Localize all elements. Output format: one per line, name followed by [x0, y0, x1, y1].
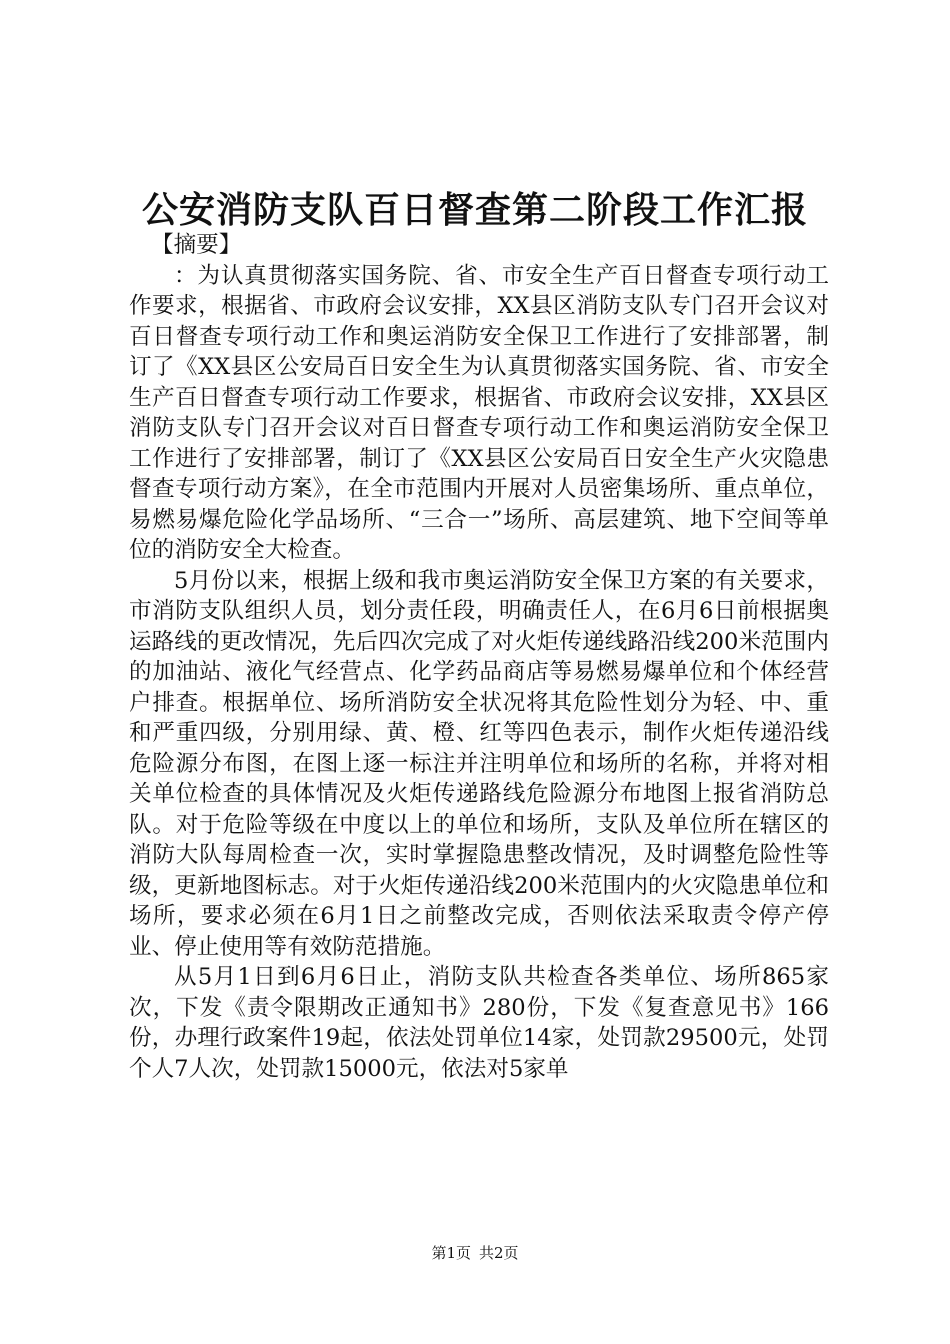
paragraph-3: 从5月1日到6月6日止，消防支队共检查各类单位、场所865家次，下发《责令限期改正通知书》280份，下发《复查意见书》166份，办理行政案件19起，依法处罚单位14家，处罚款29500元，处罚个人7人次，处罚款15000元，依法对5家单 [129, 964, 829, 1082]
page-footer [0, 1243, 950, 1263]
paragraph-2: 5月份以来，根据上级和我市奥运消防安全保卫方案的有关要求，市消防支队组织人员，划分责任段，明确责任人，在6月6日前根据奥运路线的更改情况，先后四次完成了对火炬传递线路沿线200米范围内的加油站、液化气经营点、化学药品商店等易燃易爆单位和个体经营户排查。根据单位、场所消防安全状况将其危险性划分为轻、中、重和严重四级，分别用绿、黄、橙、红等四色表示，制作火炬传递沿线危险源分布图，在图上逐一标注并注明单位和场所的名称，并将对相关单位检查的具体情况及火炬传递路线危险源分布地图上报省消防总队。对于危险等级在中度以上的单位和场所，支队及单位所在辖区的消防大队每周检查一次，实时掌握隐患整改情况，及时调整危险性等级，更新地图标志。对于火炬传递沿线200米范围内的火灾隐患单位和场所，要求必须在6月1日之前整改完成，否则依法采取责令停产停业、停止使用等有效防范措施。 [129, 567, 829, 960]
paragraph-1: ：为认真贯彻落实国务院、省、市安全生产百日督查专项行动工作要求，根据省、市政府会议安排，XX县区消防支队专门召开会议对百日督查专项行动工作和奥运消防安全保卫工作进行了安排部署，制订了《XX县区公安局百日安全生为认真贯彻落实国务院、省、市安全生产百日督查专项行动工作要求，根据省、市政府会议安排，XX县区消防支队专门召开会议对百日督查专项行动工作和奥运消防安全保卫工作进行了安排部署，制订了《XX县区公安局百日安全生产火灾隐患督查专项行动方案》，在全市范围内开展对人员密集场所、重点单位，易燃易爆危险化学品场所、“三合一”场所、高层建筑、地下空间等单位的消防安全大检查。 [129, 262, 829, 563]
page-number: 第1页 [431, 1244, 471, 1262]
document-body [129, 230, 829, 1084]
abstract-label: 【摘要】 [151, 232, 242, 258]
document-title: 公安消防支队百日督查第二阶段工作汇报 [141, 189, 808, 231]
page-total: 共2页 [479, 1244, 519, 1262]
